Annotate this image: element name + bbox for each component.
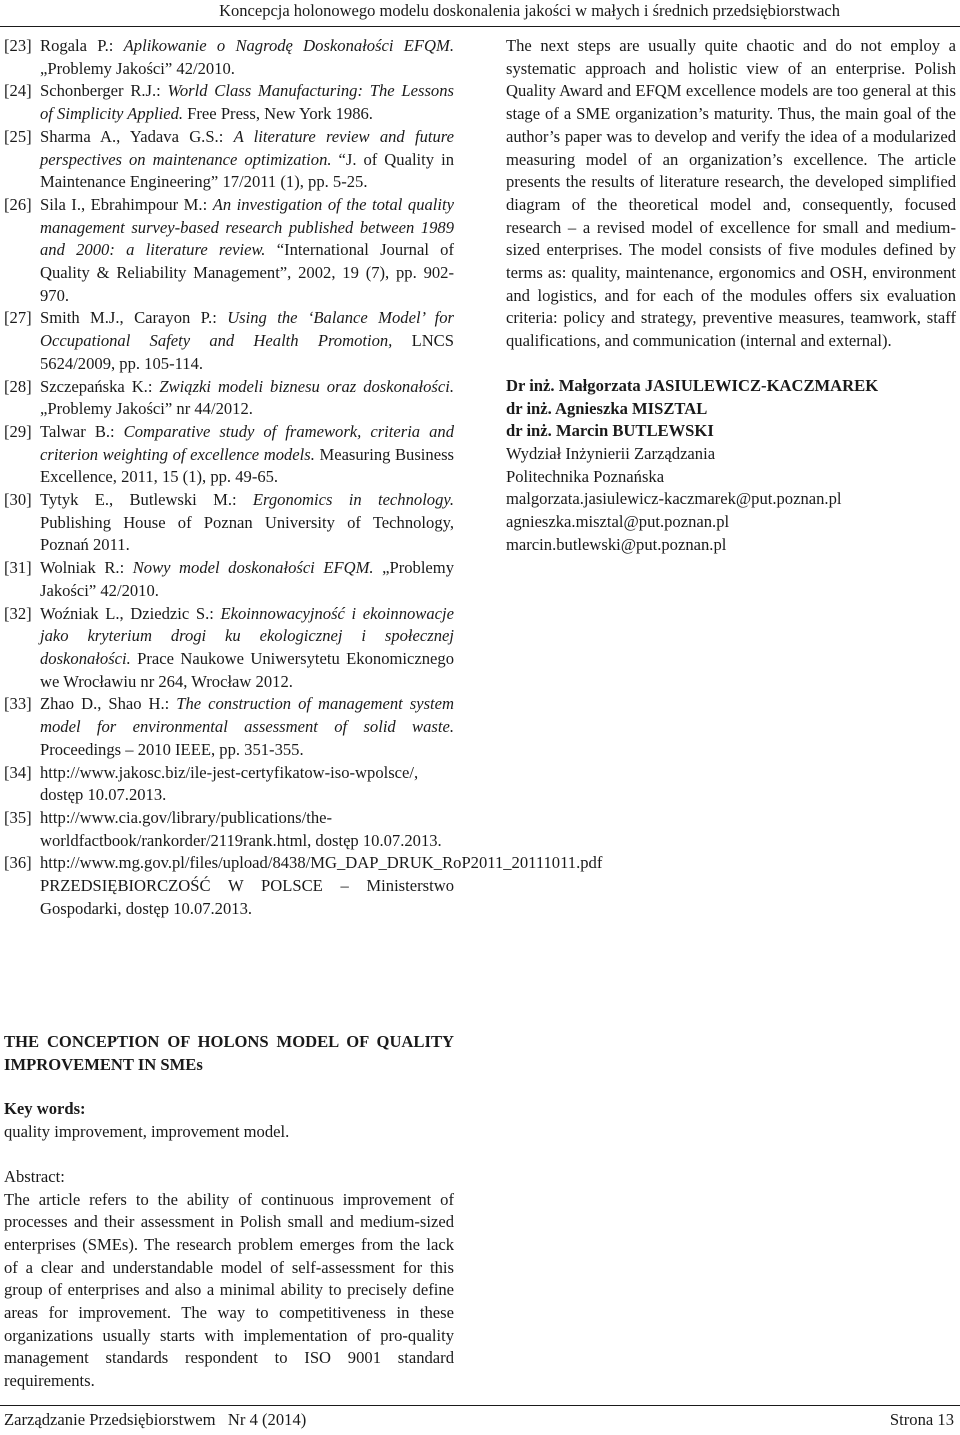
reference-title: Ergonomics in technology. bbox=[252, 490, 454, 510]
reference-number: [31] bbox=[4, 558, 32, 578]
reference-number: [27] bbox=[4, 308, 32, 328]
author-3 bbox=[506, 420, 956, 443]
reference-authors: Szczepańska K.: bbox=[40, 376, 160, 396]
reference-authors: Woźniak L., Dziedzic S.: bbox=[40, 603, 221, 623]
abstract-paragraph-1: The article refers to the ability of continuous improvement of processes and their assessment in Polish small and medium-sized enterprises (SMEs). The research problem emerges from the lack of a clear and understandable model of self-assessment for this group of enterprises and also a minimal ability to precisely define areas for improvement. The way to competitiveness in these organizations usually starts with implementation of pro-quality management standards respondent to ISO 9001 standard requirements. bbox=[4, 1189, 454, 1391]
reference-details: Prace Naukowe Uniwersytetu Ekonomicznego we Wrocławiu nr 264, Wrocław 2012. bbox=[40, 648, 454, 691]
reference-details: http://www.jakosc.biz/ile-jest-certyfikatow-iso-wpolsce/, dostęp 10.07.2013. bbox=[40, 762, 419, 805]
abstract-heading-label: Abstract bbox=[4, 1166, 61, 1186]
reference-details: „Problemy Jakości” 42/2010. bbox=[40, 58, 235, 78]
footer-rule bbox=[0, 1405, 960, 1406]
header-rule bbox=[0, 26, 960, 27]
reference-details: Proceedings – 2010 IEEE, pp. 351-355. bbox=[40, 739, 304, 759]
reference-details: http://www.cia.gov/library/publications/the-worldfactbook/rankorder/2119rank.html, dostęp 10.07.2013. bbox=[40, 807, 442, 850]
reference-item bbox=[4, 194, 454, 308]
reference-number: [25] bbox=[4, 126, 32, 146]
author-1 bbox=[506, 375, 956, 398]
university-name: Politechnika Poznańska bbox=[506, 466, 665, 486]
reference-authors: Wolniak R.: bbox=[40, 558, 133, 578]
reference-number: [33] bbox=[4, 694, 32, 714]
email-3: marcin.butlewski@put.poznan.pl bbox=[506, 534, 727, 554]
reference-number: [34] bbox=[4, 762, 32, 782]
reference-item bbox=[4, 603, 454, 694]
reference-title: Comparative study of framework, criteria and criterion weighting of excellence models. bbox=[40, 421, 454, 464]
reference-authors: Schonberger R.J.: bbox=[40, 81, 168, 101]
reference-details: “International Journal of Quality & Reliability Management”, 2002, 19 (7), pp. 902-970. bbox=[40, 240, 455, 305]
page-number: Strona 13 bbox=[889, 1410, 954, 1429]
reference-item bbox=[4, 307, 454, 375]
reference-details: http://www.mg.gov.pl/files/upload/8438/MG_DAP_DRUK_RoP2011_20111011.pdf PRZEDSIĘBIORCZOŚĆ W POLSCE – Ministerstwo Gospodarki, dostęp 10.07.2013. bbox=[40, 853, 603, 918]
reference-details: “J. of Quality in Maintenance Engineering” 17/2011 (1), pp. 5-25. bbox=[40, 149, 454, 192]
reference-number: [30] bbox=[4, 490, 32, 510]
reference-title: An investigation of the total quality management survey-based research published between 1989 and 2000: a literature review. bbox=[40, 194, 454, 260]
reference-title: Nowy model doskonałości EFQM. bbox=[132, 558, 374, 578]
reference-title: A literature review and future perspectives on maintenance optimization. bbox=[40, 126, 454, 169]
running-header bbox=[0, 0, 960, 28]
article-title-english: THE CONCEPTION OF HOLONS MODEL OF QUALITY IMPROVEMENT IN SMEs bbox=[4, 1032, 454, 1074]
reference-item bbox=[4, 35, 454, 80]
reference-item bbox=[4, 376, 454, 421]
reference-title: Using the ‘Balance Model’ for Occupational Safety and Health Promotion, bbox=[40, 308, 454, 351]
abstract-paragraph-2: The next steps are usually quite chaotic and do not employ a systematic approach and holistic view of an enterprise. Polish Quality Award and EFQM excellence models are too general at this stage of a SME organization’s maturity. Thus, the main goal of the author’s paper was to develop and verify the idea of a modularized measuring model of an organization’s excellence. The article presents the results of literature research, the developed simplified diagram of the theoretical model and, consequently, focused research – a revised model of excellence for small and medium-sized enterprises. The model consists of five modules defined by terms as: quality, maintenance, ergonomics and OSH, environment and logistics, and for each of the modules offers six evaluation criteria: policy and strategy, preventive measures, teamwork, staff qualifications, and communication (internal and external). bbox=[506, 36, 956, 351]
keywords-text: quality improvement, improvement model. bbox=[4, 1122, 290, 1142]
reference-details: LNCS 5624/2009, pp. 105-114. bbox=[40, 331, 454, 373]
journal-name: Zarządzanie Przedsiębiorstwem Nr 4 (2014) bbox=[4, 1410, 307, 1429]
reference-authors: Smith M.J., Carayon P.: bbox=[40, 308, 228, 328]
reference-details: Measuring Business Excellence, 2011, 15 (1), pp. 49-65. bbox=[40, 444, 454, 487]
abstract-heading: Abstract: bbox=[4, 1166, 65, 1186]
email-1: malgorzata.jasiulewicz-kaczmarek@put.poznan.pl bbox=[506, 489, 842, 509]
reference-item bbox=[4, 807, 454, 852]
reference-authors: Talwar B.: bbox=[40, 421, 124, 441]
reference-title: Ekoinnowacyjność i ekoinnowacje jako kryterium drogi ku ekologicznej i społecznej doskonałości. bbox=[40, 603, 454, 668]
reference-number: [32] bbox=[4, 603, 32, 623]
reference-item bbox=[4, 557, 454, 602]
reference-authors: Sila I., Ebrahimpour M.: bbox=[40, 194, 213, 214]
reference-number: [36] bbox=[4, 853, 32, 873]
reference-item bbox=[4, 762, 454, 807]
author-2-name: Agnieszka MISZTAL bbox=[555, 398, 708, 418]
author-2-title: dr inż. bbox=[506, 398, 556, 418]
author-block bbox=[506, 375, 956, 557]
english-summary bbox=[4, 1031, 454, 1393]
reference-details: Publishing House of Poznan University of Technology, Poznań 2011. bbox=[40, 512, 454, 555]
email-2: agnieszka.misztal@put.poznan.pl bbox=[506, 512, 730, 532]
reference-authors: Zhao D., Shao H.: bbox=[40, 694, 177, 714]
reference-item bbox=[4, 126, 454, 194]
reference-number: [24] bbox=[4, 81, 32, 101]
reference-authors: Rogala P.: bbox=[40, 36, 124, 55]
reference-authors: Sharma A., Yadava G.S.: bbox=[40, 126, 234, 146]
reference-item bbox=[4, 421, 454, 489]
reference-item bbox=[4, 852, 603, 920]
keywords-heading: Key words: bbox=[4, 1099, 86, 1119]
author-2 bbox=[506, 398, 956, 421]
author-1-name: Małgorzata JASIULEWICZ-KACZMAREK bbox=[558, 375, 879, 395]
reference-item bbox=[4, 489, 454, 557]
reference-title: World Class Manufacturing: The Lessons of Simplicity Applied. bbox=[40, 81, 454, 124]
author-3-title: dr inż. bbox=[506, 421, 556, 441]
page-footer bbox=[0, 1401, 960, 1435]
faculty-name: Wydział Inżynierii Zarządzania bbox=[506, 443, 716, 463]
reference-details: „Problemy Jakości” nr 44/2012. bbox=[40, 399, 253, 419]
reference-number: [35] bbox=[4, 807, 32, 827]
reference-details: „Problemy Jakości” 42/2010. bbox=[40, 558, 454, 600]
reference-number: [26] bbox=[4, 194, 32, 214]
reference-number: [29] bbox=[4, 421, 32, 441]
reference-details: Free Press, New York 1986. bbox=[183, 104, 373, 124]
right-column bbox=[506, 35, 956, 556]
reference-title: Związki modeli biznesu oraz doskonałości. bbox=[159, 376, 454, 396]
reference-authors: Tytyk E., Butlewski M.: bbox=[40, 490, 253, 510]
author-3-name: Marcin BUTLEWSKI bbox=[555, 421, 714, 441]
reference-title: The construction of management system model for environmental assessment of solid waste. bbox=[40, 694, 455, 737]
author-1-title: Dr inż. bbox=[506, 375, 559, 395]
reference-item bbox=[4, 693, 454, 761]
reference-item bbox=[4, 80, 454, 125]
reference-number: [23] bbox=[4, 36, 32, 55]
running-title: Koncepcja holonowego modelu doskonalenia jakości w małych i średnich przedsiębiorstwach bbox=[219, 1, 840, 20]
reference-number: [28] bbox=[4, 376, 32, 396]
reference-title: Aplikowanie o Nagrodę Doskonałości EFQM. bbox=[123, 36, 454, 55]
